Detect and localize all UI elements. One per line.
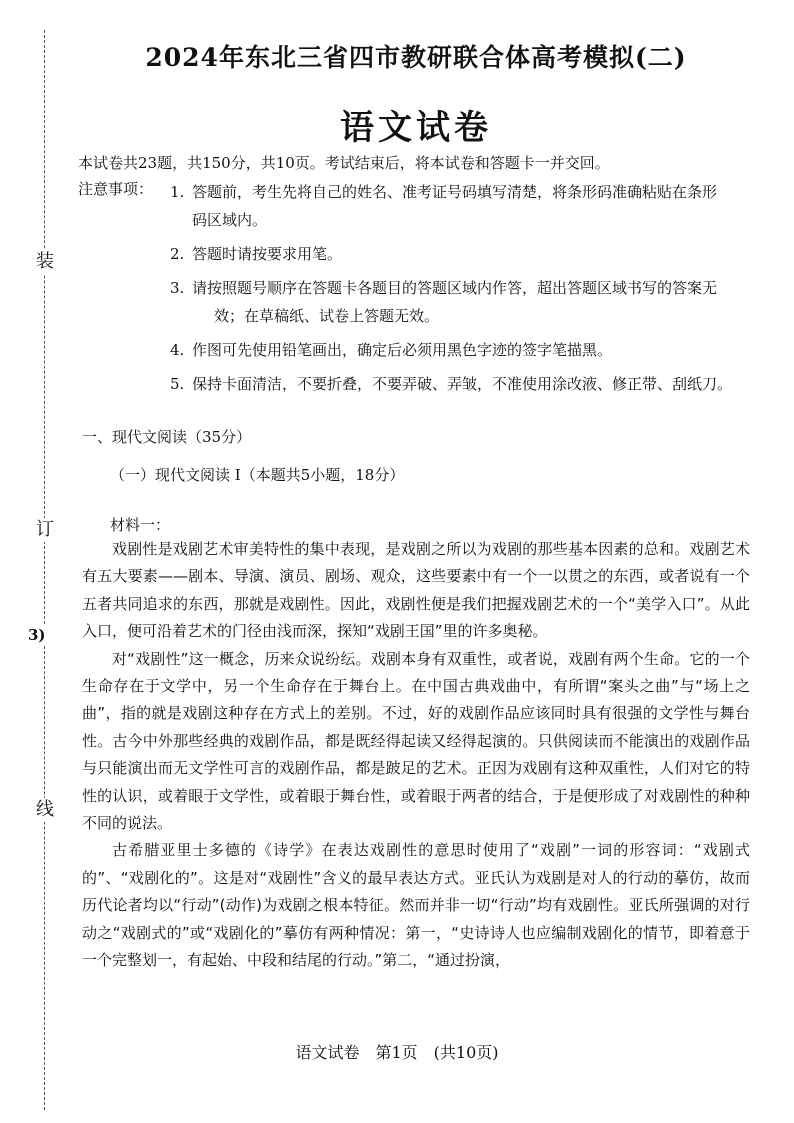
notice-label: 注意事项： bbox=[78, 180, 154, 198]
side-mark: 3) bbox=[28, 626, 46, 644]
binding-dashed-line bbox=[44, 30, 45, 1110]
notice-item-text-cont: 码区域内。 bbox=[192, 211, 268, 229]
notice-item-text: 答题前，考生先将自己的姓名、准考证号码填写清楚，将条形码准确粘贴在条形 bbox=[192, 183, 718, 201]
notice-item-text: 请按照题号顺序在答题卡各题目的答题区域内作答，超出答题区域书写的答案无 bbox=[192, 279, 718, 297]
binding-char-ding: 订 bbox=[36, 519, 54, 540]
notice-item bbox=[170, 178, 770, 234]
notice-item-text: 保持卡面清洁，不要折叠，不要弄破、弄皱，不准使用涂改液、修正带、刮纸刀。 bbox=[192, 375, 733, 393]
notice-item-number: 2. bbox=[170, 245, 185, 263]
exam-intro: 本试卷共23题，共150分，共10页。考试结束后，将本试卷和答题卡一并交回。 bbox=[78, 154, 610, 172]
notice-item bbox=[170, 240, 770, 268]
notice-item-text-cont: 效；在草稿纸、试卷上答题无效。 bbox=[214, 307, 440, 325]
notice-item-text: 答题时请按要求用笔。 bbox=[192, 245, 343, 263]
notice-item-text: 作图可先使用铅笔画出，确定后必须用黑色字迹的签字笔描黑。 bbox=[192, 341, 613, 359]
passage-paragraph: 戏剧性是戏剧艺术审美特性的集中表现，是戏剧之所以为戏剧的那些基本因素的总和。戏剧艺术有五大要素——剧本、导演、演员、剧场、观众，这些要素中有一个一以贯之的东西，或者说有一个五者共同追求的东西，那就是戏剧性。因此，戏剧性便是我们把握戏剧艺术的一个“美学入口”。从此入口，便可沿着艺术的门径由浅而深，探知“戏剧王国”里的许多奥秘。 bbox=[82, 540, 750, 641]
notice-item-number: 5. bbox=[170, 375, 185, 393]
binding-char-zhuang: 装 bbox=[36, 251, 54, 272]
reading-passage bbox=[82, 536, 750, 975]
page-footer: 语文试卷 第1页 (共10页) bbox=[295, 1043, 499, 1062]
subject-title: 语文试卷 bbox=[340, 108, 492, 148]
notice-item bbox=[170, 274, 770, 330]
passage-paragraph: 对“戏剧性”这一概念，历来众说纷纭。戏剧本身有双重性，或者说，戏剧有两个生命。它的一个生命存在于文学中，另一个生命存在于舞台上。在中国古典戏曲中，有所谓“案头之曲”与“场上之曲”，指的就是戏剧这种存在方式上的差别。不过，好的戏剧作品应该同时具有很强的文学性与舞台性。古今中外那些经典的戏剧作品，都是既经得起读又经得起演的。只供阅读而不能演出的戏剧作品与只能演出而无文学性可言的戏剧作品，都是跛足的艺术。正因为戏剧有这种双重性，人们对它的特性的认识，或着眼于文学性，或着眼于舞台性，或着眼于两者的结合，于是便形成了对戏剧性的种种不同的说法。 bbox=[82, 649, 750, 833]
notice-item bbox=[170, 336, 770, 364]
passage-paragraph: 古希腊亚里士多德的《诗学》在表达戏剧性的意思时使用了“戏剧”一词的形容词：“戏剧式的”、“戏剧化的”。这是对“戏剧性”含义的最早表达方式。亚氏认为戏剧是对人的行动的摹仿，故而历代论者均以“行动”(动作)为戏剧之根本特征。然而并非一切“行动”均有戏剧性。亚氏所强调的对行动之“戏剧式的”或“戏剧化的”摹仿有两种情况：第一，“史诗诗人也应编制戏剧化的情节，即着意于一个完整划一，有起始、中段和结尾的行动。”第二，“通过扮演， bbox=[82, 841, 750, 970]
binding-char-xian: 线 bbox=[36, 799, 54, 820]
notice-item-number: 1. bbox=[170, 183, 185, 201]
exam-title: 2024年东北三省四市教研联合体高考模拟(二) bbox=[145, 43, 687, 72]
subsection-heading: （一）现代文阅读 I（本题共5小题，18分） bbox=[110, 466, 405, 484]
notice-list bbox=[170, 178, 770, 404]
section-heading: 一、现代文阅读（35分） bbox=[82, 428, 252, 446]
notice-item-number: 4. bbox=[170, 341, 185, 359]
notice-item-number: 3. bbox=[170, 279, 185, 297]
notice-item bbox=[170, 370, 770, 398]
material-label: 材料一： bbox=[110, 516, 171, 534]
